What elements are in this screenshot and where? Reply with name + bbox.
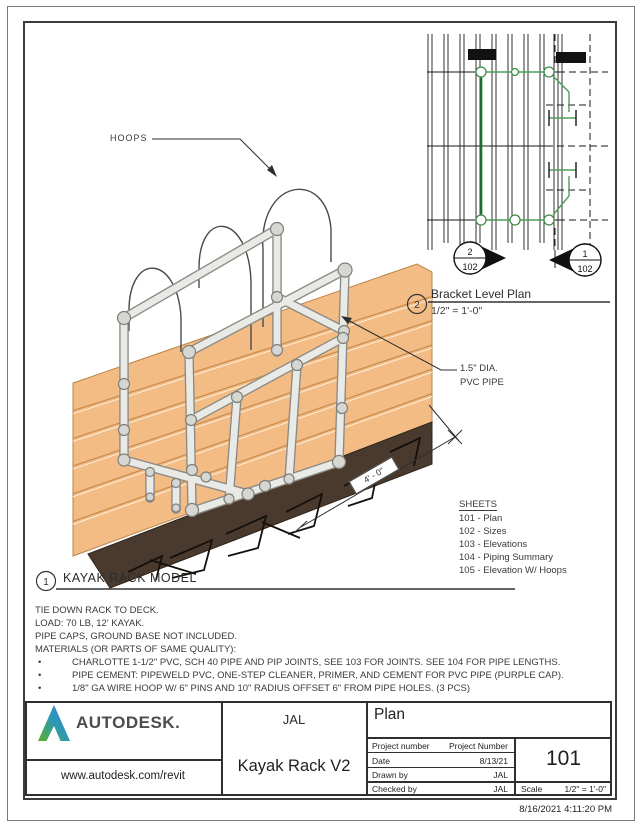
bracket-block <box>468 49 496 60</box>
note-bullet-line <box>35 656 610 669</box>
pipe-dia-label-line1: 1.5" DIA. <box>460 363 498 374</box>
section-marker-1 <box>549 243 601 277</box>
pipe-fitting <box>292 360 303 371</box>
note-bullet-text: 1/8" GA WIRE HOOP W/ 6" PINS AND 10" RADIUS OFFSET 6" FROM PIPE HOLES. (3 PCS) <box>72 683 470 694</box>
pipe-fitting <box>338 263 352 277</box>
viewport2-title: Bracket Level Plan <box>431 287 532 301</box>
bracket-plan-view <box>408 34 611 314</box>
sheets-list-item: 105 - Elevation W/ Hoops <box>459 565 567 576</box>
bullet-icon: • <box>38 657 42 668</box>
note-line: LOAD: 70 LB, 12' KAYAK. <box>35 618 145 629</box>
sheet-title: Plan <box>374 706 406 723</box>
general-notes <box>35 604 610 695</box>
hoops-label: HOOPS <box>110 133 148 143</box>
pipe-fitting <box>187 465 198 476</box>
pipe-fitting <box>118 454 130 466</box>
pipe-fitting <box>272 345 283 356</box>
pipe-segment <box>124 229 277 318</box>
sheets-list <box>459 494 567 577</box>
bracket-block <box>556 52 586 63</box>
note-bullet-text: PIPE CEMENT: PIPEWELD PVC, ONE-STEP CLEANER, PRIMER, AND CEMENT FOR PVC PIPE (PURPLE CAP). <box>72 670 564 681</box>
sheets-list-item: 102 - Sizes <box>459 526 507 537</box>
titleblock-row-line <box>367 752 514 753</box>
pipe-fitting <box>119 425 130 436</box>
pipe-fitting <box>260 481 271 492</box>
row-value: JAL <box>493 784 508 794</box>
scale-label: Scale <box>521 784 543 794</box>
print-timestamp: 8/16/2021 4:11:20 PM <box>519 804 612 815</box>
model-view <box>37 139 516 591</box>
marker-detail-number: 2 <box>467 247 473 257</box>
section-marker-2 <box>454 241 506 275</box>
pipe-fitting <box>201 472 211 482</box>
sheet-number: 101 <box>545 747 582 770</box>
row-label: Drawn by <box>372 770 408 780</box>
bullet-icon: • <box>38 670 42 681</box>
plan-deck-boards <box>428 34 562 250</box>
pipe-fitting <box>186 504 199 517</box>
row-label: Project number <box>372 741 430 751</box>
note-bullet-text: CHARLOTTE 1-1/2" PVC, SCH 40 PIPE AND PIP JOINTS, SEE 103 FOR JOINTS. SEE 104 FOR PIPE LENGTHS. <box>72 657 561 668</box>
row-label: Checked by <box>372 784 417 794</box>
sheets-list-title: SHEETS <box>459 499 498 510</box>
row-value: JAL <box>493 770 508 780</box>
row-label: Date <box>372 756 390 766</box>
pipe-fitting <box>232 392 243 403</box>
project-name: Kayak Rack V2 <box>237 757 351 775</box>
pipe-fitting <box>242 488 254 500</box>
pipe-fitting <box>172 479 181 488</box>
viewport2-number: 2 <box>414 300 420 311</box>
note-line: PIPE CAPS, GROUND BASE NOT INCLUDED. <box>35 631 238 642</box>
pipe-fitting <box>146 468 155 477</box>
marker-sheet-number: 102 <box>462 262 478 272</box>
pipe-fitting <box>271 223 284 236</box>
logo-cell-divider <box>25 759 221 761</box>
titleblock-row-line <box>367 737 612 739</box>
pipe-fitting <box>118 312 131 325</box>
pipe-fitting <box>186 415 197 426</box>
pipe-fitting <box>172 504 180 512</box>
pipe-fitting <box>333 456 346 469</box>
sheets-list-item: 103 - Elevations <box>459 539 528 550</box>
author-name: JAL <box>282 712 306 727</box>
note-line: TIE DOWN RACK TO DECK. <box>35 605 159 616</box>
marker-sheet-number: 102 <box>577 264 593 274</box>
sheets-list-item: 101 - Plan <box>459 513 503 524</box>
pipe-fitting <box>146 493 154 501</box>
plan-dashed-lines <box>546 34 608 268</box>
note-line: MATERIALS (OR PARTS OF SAME QUALITY): <box>35 644 237 655</box>
marker-detail-number: 1 <box>582 249 588 259</box>
pipe-fitting <box>224 494 234 504</box>
viewport1-title: KAYAK RACK MODEL <box>63 571 197 585</box>
dimension-label: 4' - 0" <box>349 457 400 495</box>
pipe-segment <box>189 352 192 510</box>
titleblock-row-line <box>367 767 514 768</box>
pipe-fitting <box>284 474 294 484</box>
titleblock-row-line <box>367 781 612 783</box>
autodesk-logo-text: AUTODESK. <box>76 713 181 732</box>
row-value: 8/13/21 <box>479 756 508 766</box>
note-bullet-line <box>35 669 610 682</box>
website-link[interactable]: www.autodesk.com/revit <box>61 770 185 782</box>
viewport2-scale: 1/2" = 1'-0" <box>431 305 483 317</box>
pipe-dia-label-line2: PVC PIPE <box>460 377 504 388</box>
row-value: Project Number <box>448 741 508 751</box>
viewport1-number: 1 <box>43 577 49 588</box>
pipe-fitting <box>272 292 283 303</box>
pipe-fitting <box>183 346 196 359</box>
pipe-fitting <box>338 333 349 344</box>
bullet-icon: • <box>38 683 42 694</box>
scale-value: 1/2" = 1'-0" <box>564 784 606 794</box>
sheets-list-item: 104 - Piping Summary <box>459 552 553 563</box>
note-bullet-line <box>35 682 610 695</box>
pipe-fitting <box>119 379 130 390</box>
hoops-leader <box>152 139 277 177</box>
pipe-fitting <box>337 403 348 414</box>
